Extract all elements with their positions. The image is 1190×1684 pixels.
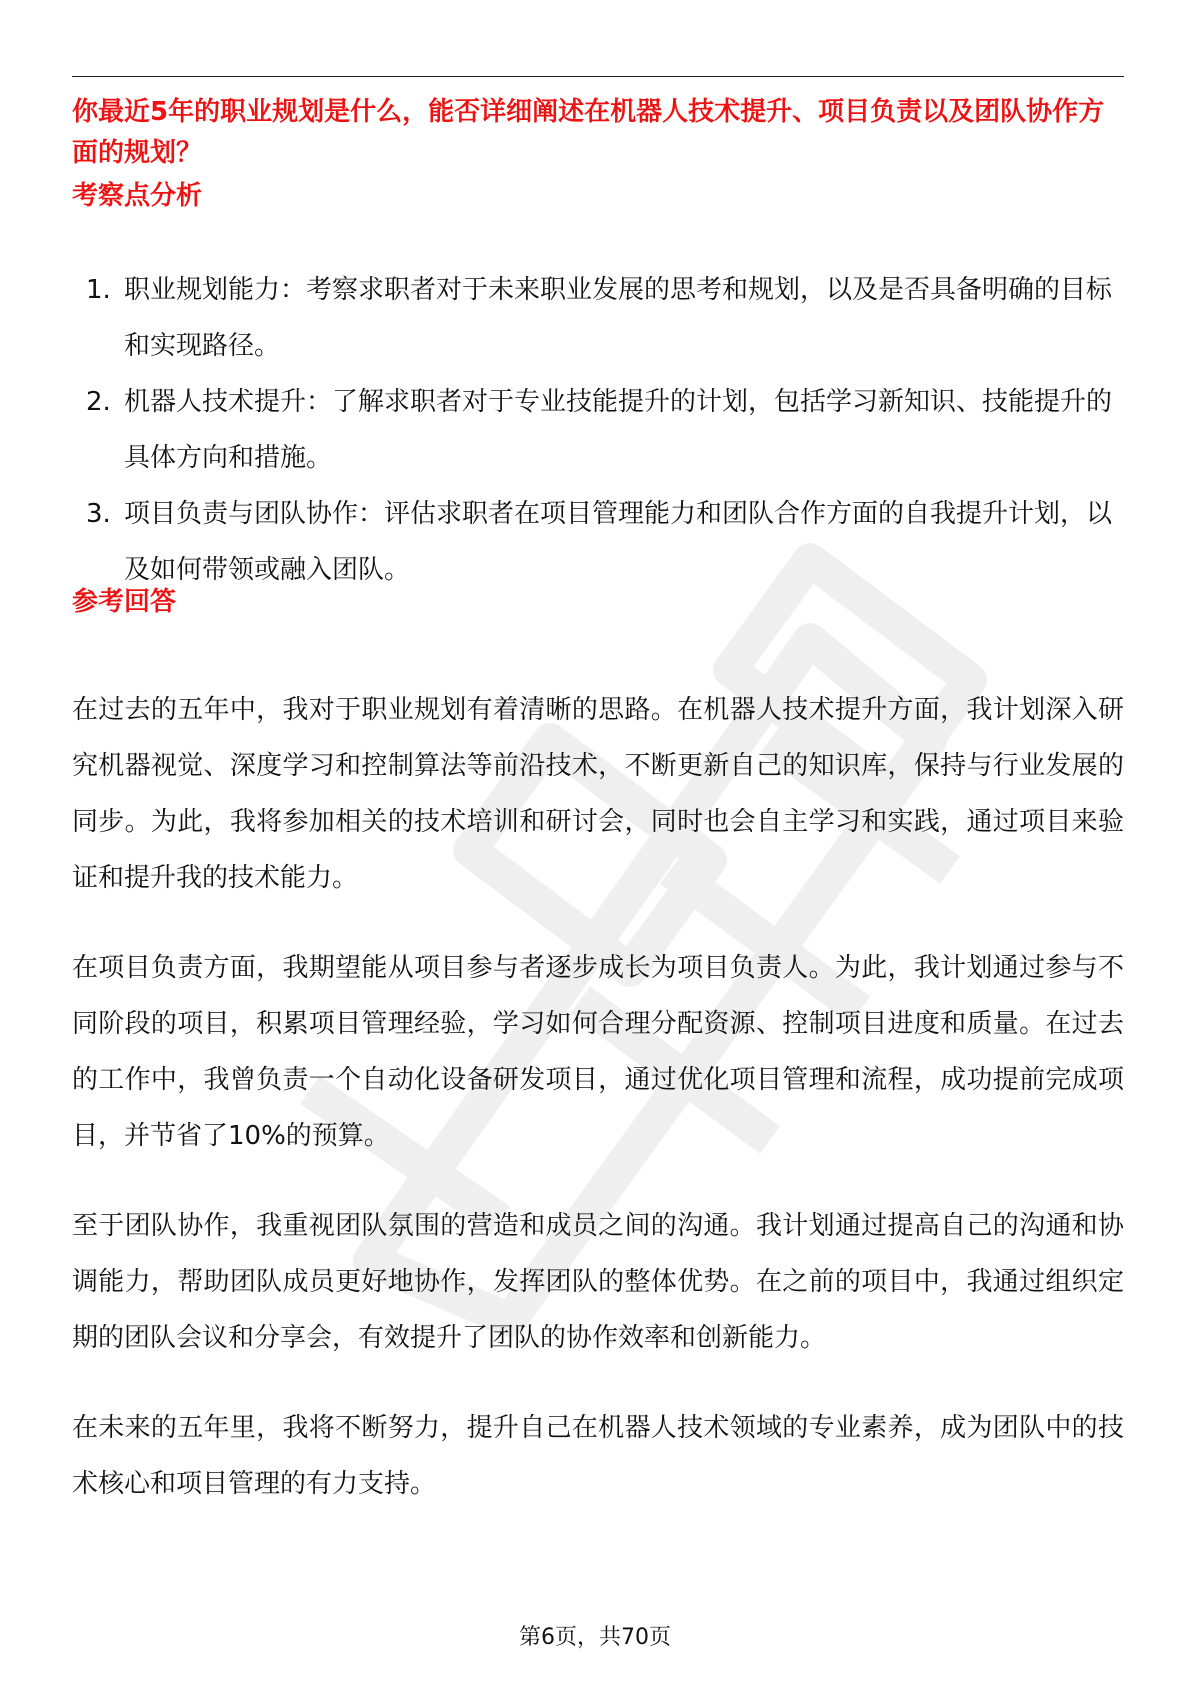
answer-paragraph: 至于团队协作，我重视团队氛围的营造和成员之间的沟通。我计划通过提高自己的沟通和协调能力，帮助团队成员更好地协作，发挥团队的整体优势。在之前的项目中，我通过组织定期的团队会议和分享会，有效提升了团队的协作效率和创新能力。 (72, 1211, 1124, 1353)
answer-paragraph: 在未来的五年里，我将不断努力，提升自己在机器人技术领域的专业素养，成为团队中的技术核心和项目管理的有力支持。 (72, 1413, 1124, 1499)
top-divider (72, 76, 1124, 77)
analysis-points (72, 262, 1124, 598)
answer-body (72, 682, 1124, 1546)
answer-heading: 参考回答 (72, 587, 177, 617)
point-text: 项目负责与团队协作：评估求职者在项目管理能力和团队合作方面的自我提升计划，以及如何带领或融入团队。 (124, 499, 1113, 585)
analysis-heading: 考察点分析 (72, 181, 203, 211)
point-number: 2. (86, 387, 111, 417)
analysis-point (72, 486, 1124, 598)
page-number: 第6页，共70页 (519, 1625, 671, 1650)
point-number: 1. (86, 275, 111, 305)
analysis-point (72, 374, 1124, 486)
analysis-point (72, 262, 1124, 374)
point-text: 职业规划能力：考察求职者对于未来职业发展的思考和规划，以及是否具备明确的目标和实现路径。 (124, 275, 1113, 361)
interview-question: 你最近5年的职业规划是什么，能否详细阐述在机器人技术提升、项目负责以及团队协作方面的规划？ (72, 97, 1105, 168)
point-text: 机器人技术提升：了解求职者对于专业技能提升的计划，包括学习新知识、技能提升的具体方向和措施。 (124, 387, 1113, 473)
answer-paragraph: 在过去的五年中，我对于职业规划有着清晰的思路。在机器人技术提升方面，我计划深入研究机器视觉、深度学习和控制算法等前沿技术，不断更新自己的知识库，保持与行业发展的同步。为此，我将参加相关的技术培训和研讨会，同时也会自主学习和实践，通过项目来验证和提升我的技术能力。 (72, 695, 1124, 893)
answer-paragraph: 在项目负责方面，我期望能从项目参与者逐步成长为项目负责人。为此，我计划通过参与不同阶段的项目，积累项目管理经验，学习如何合理分配资源、控制项目进度和质量。在过去的工作中，我曾负责一个自动化设备研发项目，通过优化项目管理和流程，成功提前完成项目，并节省了10%的预算。 (72, 953, 1124, 1151)
point-number: 3. (86, 499, 111, 529)
